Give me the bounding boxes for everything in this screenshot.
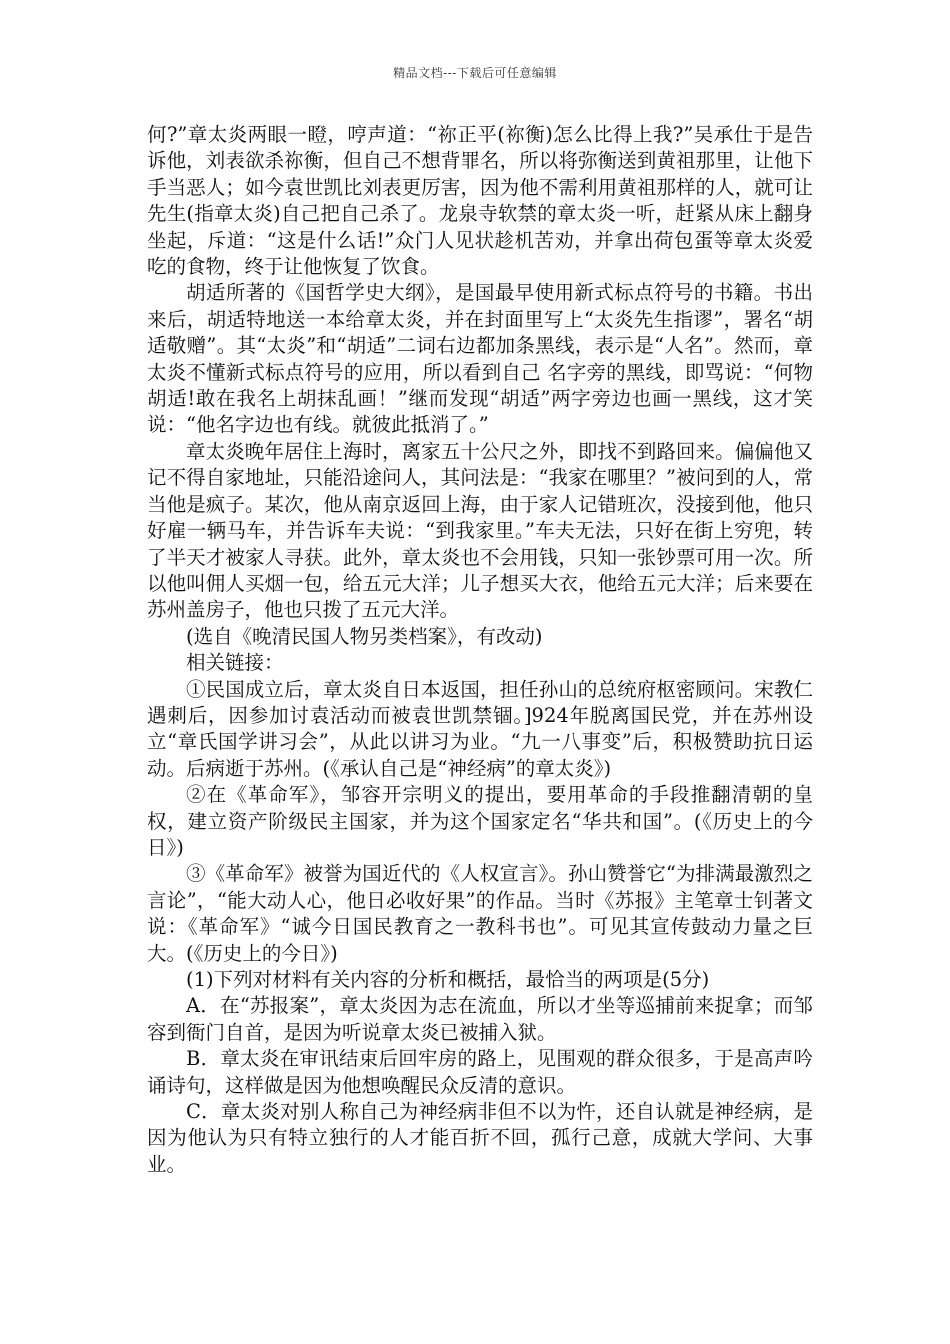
document-body (147, 122, 813, 1178)
source-citation: (选自《晚清民国人物另类档案》，有改动) (186, 624, 543, 648)
option-a: A．在“苏报案”，章太炎因为志在流血，所以才坐等巡捕前来捉拿；而邹容到衙门自首，是因为听说章太炎已被捕入狱。 (147, 994, 813, 1044)
option-b: B．章太炎在审讯结束后回牢房的路上，见围观的群众很多，于是高声吟诵诗句，这样做是因为他想唤醒民众反清的意识。 (147, 1047, 813, 1097)
related-link-1: ①民国成立后，章太炎自日本返国，担任孙山的总统府枢密顾问。宋教仁遇刺后，因参加讨袁活动而被袁世凯禁锢。]924年脱离国民党，并在苏州设立“章氏国学讲习会”，从此以讲习为业。“九一八事变”后，积极赞助抗日运动。后病逝于苏州。(《承认自己是“神经病”的章太炎》) (147, 677, 813, 780)
paragraph-2: 胡适所著的《国哲学史大纲》，是国最早使用新式标点符号的书籍。书出来后，胡适特地送一本给章太炎，并在封面里写上“太炎先生指谬”，署名“胡适敬赠”。其“太炎”和“胡适”二词右边都加条黑线，表示是“人名”。然而，章太炎不懂新式标点符号的应用，所以看到自己 名字旁的黑线，即骂说：“何物胡适!敢在我名上胡抹乱画！”继而发现“胡适”两字旁边也画一黑线，这才笑说：“他名字边也有线。就彼此抵消了。” (147, 281, 813, 437)
related-link-3: ③《革命军》被誉为国近代的《人权宣言》。孙山赞誉它“为排满最激烈之言论”，“能大动人心，他日必收好果”的作品。当时《苏报》主笔章士钊著文说：《革命军》“诚今日国民教育之一教科书也”。可见其宣传鼓动力量之巨大。(《历史上的今日》) (147, 862, 813, 965)
option-c: C．章太炎对别人称自己为神经病非但不以为忤，还自认就是神经病，是因为他认为只有特立独行的人才能百折不回，孤行己意，成就大学问、大事业。 (147, 1100, 813, 1176)
question-1: (1)下列对材料有关内容的分析和概括，最恰当的两项是(5分) (186, 968, 710, 991)
related-link-2: ②在《革命军》，邹容开宗明义的提出，要用革命的手段推翻清朝的皇权，建立资产阶级民主国家，并为这个国家定名“华共和国”。(《历史上的今日》) (147, 783, 813, 859)
page-header: 精品文档---下载后可任意编辑 (393, 66, 557, 80)
related-links-heading: 相关链接： (186, 651, 284, 675)
paragraph-1: 何?”章太炎两眼一瞪，哼声道：“祢正平(祢衡)怎么比得上我?”吴承仕于是告诉他，刘表欲杀祢衡，但自己不想背罪名，所以将弥衡送到黄祖那里，让他下手当恶人；如今袁世凯比刘表更厉害，因为他不需利用黄祖那样的人，就可让先生(指章太炎)自己把自己杀了。龙泉寺软禁的章太炎一听，赶紧从床上翻身坐起，斥道：“这是什么话!”众门人见状趁机苦劝，并拿出荷包蛋等章太炎爱吃的食物，终于让他恢复了饮食。 (147, 123, 813, 279)
paragraph-3: 章太炎晚年居住上海时，离家五十公尺之外，即找不到路回来。偏偏他又记不得自家地址，只能沿途问人，其问法是：“我家在哪里？”被问到的人，常当他是疯子。某次，他从南京返回上海，由于家人记错班次，没接到他，他只好雇一辆马车，并告诉车夫说：“到我家里。”车夫无法，只好在街上穷兜，转了半天才被家人寻获。此外，章太炎也不会用钱，只知一张钞票可用一次。所以他叫佣人买烟一包，给五元大洋；儿子想买大衣，他给五元大洋；后来要在苏州盖房子，他也只拨了五元大洋。 (147, 439, 813, 622)
